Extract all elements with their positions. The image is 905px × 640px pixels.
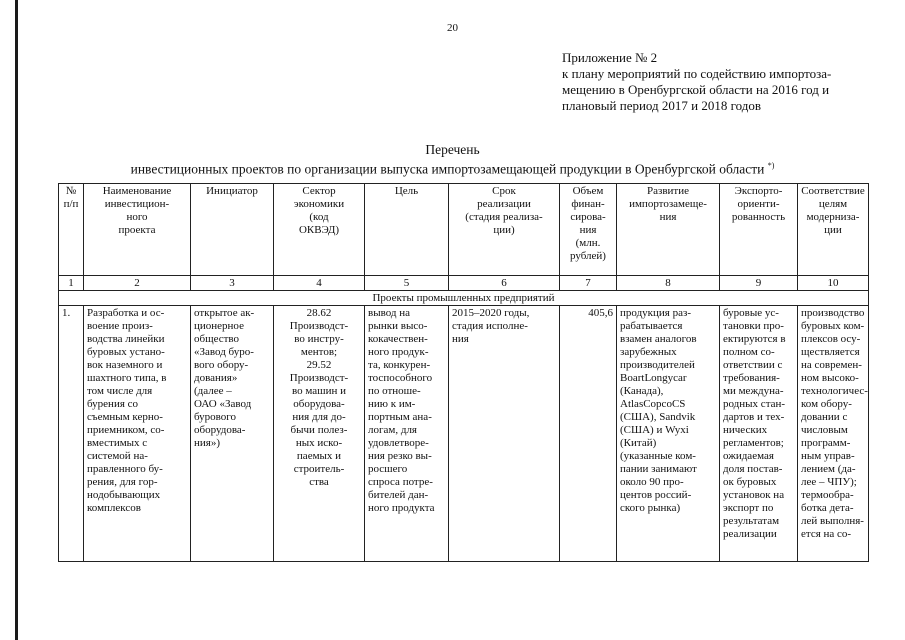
scan-left-edge	[15, 0, 18, 640]
header-cell-sector: Сектор экономики (код ОКВЭД)	[274, 184, 365, 276]
header-cell-goal: Цель	[365, 184, 449, 276]
column-number: 4	[274, 276, 365, 291]
cell-import-substitution: продукция раз- рабатывается взамен аналогов зарубежных производителей BoartLongycar (Канада), AtlasCopcoCS (США), Sandvik (США) и Wyxi (Китай) (указанные ком- пании занимают около 90 про- центов россий- ского рынка)	[617, 306, 720, 562]
cell-initiator: открытое ак- ционерное общество «Завод буро- вого обору- дования» (далее – ОАО «Завод бурового оборудова- ния»)	[191, 306, 274, 562]
header-cell-num: № п/п	[59, 184, 84, 276]
header-cell-name: Наименование инвестицион- ного проекта	[84, 184, 191, 276]
title-subline	[0, 158, 905, 178]
appendix-line: к плану мероприятий по содействию импортоза-	[562, 66, 832, 81]
column-number: 9	[720, 276, 798, 291]
cell-volume: 405,6	[560, 306, 617, 562]
page-number: 20	[447, 22, 458, 34]
column-number-row	[59, 276, 869, 291]
column-number: 3	[191, 276, 274, 291]
table-row	[59, 306, 869, 562]
cell-project-name: Разработка и ос- воение произ- водства линейки буровых устано- вок наземного и шахтного типа, в том числе для бурения со съемным керно- приемником, со- вместимых с системой на- правленного бу- рения, для гор- нодобывающих комплексов	[84, 306, 191, 562]
header-cell-term: Срок реализации (стадия реализа- ции)	[449, 184, 560, 276]
appendix-header	[562, 50, 897, 114]
cell-modernization: производство буровых ком- плексов осу- ществляется на современ- ном высоко- технологичес- ком обору- довании с числовым программ- ным управ- лением (да- лее – ЧПУ); термообра- ботка дета- лей выполня- ется на со-	[798, 306, 869, 562]
header-row	[59, 184, 869, 276]
section-title: Проекты промышленных предприятий	[59, 291, 869, 306]
title-subline-text: инвестиционных проектов по организации выпуска импортозамещающей продукции в Оренбургской области	[130, 161, 765, 177]
header-cell-modernization: Соответствие целям модерниза- ции	[798, 184, 869, 276]
header-cell-export: Экспорто- ориенти- рованность	[720, 184, 798, 276]
column-number: 10	[798, 276, 869, 291]
projects-table	[58, 183, 869, 562]
cell-goal: вывод на рынки высо- кокачествен- ного продук- та, конкурен- тоспособного по отноше- нию к им- портным ана- логам, для удовлетворе- ния резко вы- росшего спроса потре- бителей дан- ного продукта	[365, 306, 449, 562]
title-line: Перечень	[425, 142, 480, 157]
header-cell-volume: Объем финан- сирова- ния (млн. рублей)	[560, 184, 617, 276]
column-number: 5	[365, 276, 449, 291]
column-number: 2	[84, 276, 191, 291]
header-cell-import: Развитие импортозамеще- ния	[617, 184, 720, 276]
section-row	[59, 291, 869, 306]
column-number: 6	[449, 276, 560, 291]
appendix-line: Приложение № 2	[562, 50, 658, 65]
cell-export: буровые ус- тановки про- ектируются в полном со- ответствии с требования- ми междуна- родных стан- дартов и тех- нических регламентов; ожидаемая доля постав- ок буровых установок на экспорт по результатам реализации	[720, 306, 798, 562]
column-number: 7	[560, 276, 617, 291]
cell-sector: 28.62 Производст- во инстру- ментов; 29.52 Производст- во машин и оборудова- ния для до- бычи полез- ных иско- паемых и строитель- ства	[274, 306, 365, 562]
header-cell-initiator: Инициатор	[191, 184, 274, 276]
column-number: 8	[617, 276, 720, 291]
document-title	[0, 142, 905, 178]
appendix-line: мещению в Оренбургской области на 2016 год и	[562, 82, 830, 97]
column-number: 1	[59, 276, 84, 291]
cell-num: 1.	[59, 306, 84, 562]
appendix-line: плановый период 2017 и 2018 годов	[562, 98, 762, 113]
cell-term: 2015–2020 годы, стадия исполне- ния	[449, 306, 560, 562]
footnote-mark: *)	[767, 161, 775, 170]
